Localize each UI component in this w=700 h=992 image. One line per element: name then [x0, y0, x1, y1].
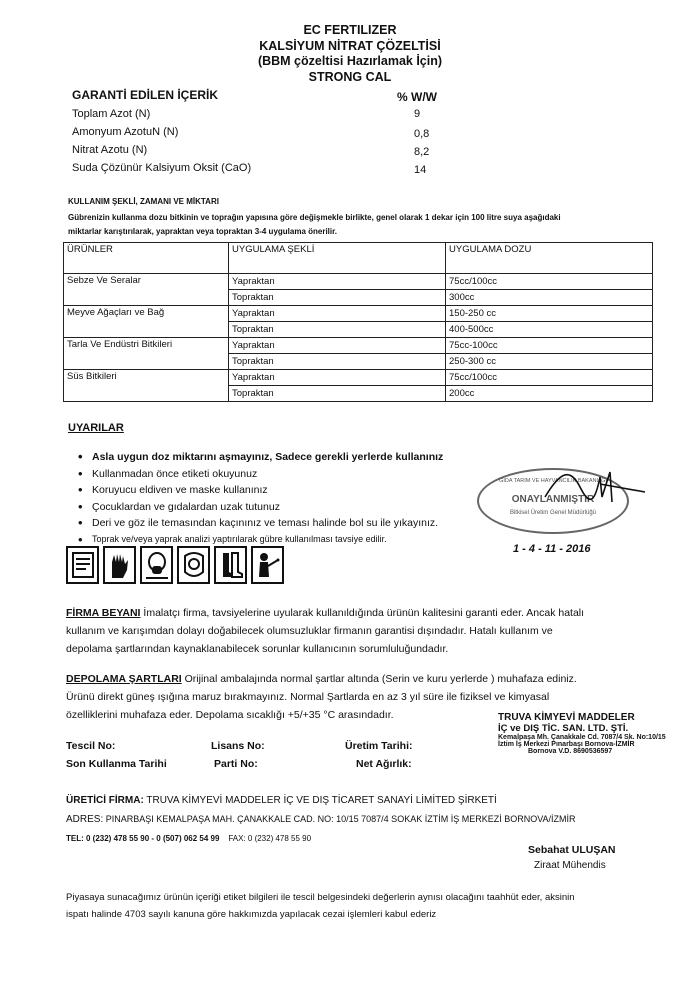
depolama-line1: Orijinal ambalajında normal şartlar altında (Serin ve kuru yerlerde ) muhafaza ediniz.	[181, 673, 577, 685]
doc-header-line2: KALSİYUM NİTRAT ÇÖZELTİSİ	[259, 39, 441, 53]
table-cell-method: Yapraktan	[229, 370, 446, 386]
company-stamp-sub: İÇ ve DIŞ TİC. SAN. LTD. ŞTİ.	[498, 723, 629, 734]
table-row	[64, 370, 653, 386]
depolama-line2: Ürünü direkt güneş ışığına maruz bırakmayınız. Normal Şartlarda en az 3 yıl süre ile fiziksel ve kimyasal	[66, 691, 550, 703]
table-cell-method: Topraktan	[229, 354, 446, 370]
company-stamp-tax: Bornova V.D. 8690536597	[528, 748, 613, 755]
table-header-row	[64, 243, 653, 274]
boots-icon	[214, 546, 247, 584]
content-row-value: 14	[414, 164, 427, 176]
firma-line1: İmalatçı firma, tavsiyelerine uyularak kullanıldığında ürünün kalitesini garanti eder. Ancak hatalı	[140, 607, 585, 619]
table-row	[64, 274, 653, 290]
stamp-line3: Bitkisel Üretim Genel Müdürlüğü	[509, 510, 597, 516]
lisans-label: Lisans No:	[211, 740, 265, 752]
uretici-label: ÜRETİCİ FİRMA:	[66, 795, 144, 806]
read-label-icon	[66, 546, 99, 584]
company-stamp-name: TRUVA KİMYEVİ MADDELER	[498, 712, 635, 723]
parti-label: Parti No:	[214, 758, 258, 770]
usage-desc-line2: miktarlar karıştırılarak, yapraktan veya topraktan 3-4 uygulama önerilir.	[68, 227, 338, 236]
firma-line2: kullanım ve karışımdan dolayı doğabilecek olumsuzluklar firmanın garantisi dışındadır. Hatalı kullanım ve	[66, 625, 553, 637]
doc-header-line1: EC FERTILIZER	[303, 23, 397, 37]
footer-line2: ispatı halinde 4703 sayılı kanuna göre hakkımızda yapılacak cezai işlemleri kabul ederiz	[66, 909, 437, 920]
table-header-dose: UYGULAMA DOZU	[446, 243, 653, 274]
table-cell-method: Yapraktan	[229, 274, 446, 290]
signature	[540, 462, 650, 512]
doc-header-line3: (BBM çözeltisi Hazırlamak İçin)	[257, 54, 443, 68]
content-row-name: Toplam Azot (N)	[72, 108, 151, 120]
footer-line1: Piyasaya sunacağımız ürünün içeriği etiket bilgileri ile tescil belgesindeki değerlerin aynısı olacağını taahhüt eder, aksinin	[66, 892, 575, 903]
content-row-name: Suda Çözünür Kalsiyum Oksit (CaO)	[72, 162, 252, 174]
stamp-line1: GIDA TARIM VE HAYVANCILIK BAKANLIĞI	[499, 478, 607, 484]
stamp-line2: ONAYLANMIŞTIR	[511, 494, 595, 505]
safety-icons	[66, 546, 284, 584]
table-cell-product: Tarla Ve Endüstri Bitkileri	[64, 338, 229, 370]
table-cell-dose: 150-250 cc	[446, 306, 653, 322]
content-row-value: 8,2	[414, 146, 430, 158]
firma-title: FİRMA BEYANI	[66, 607, 141, 619]
table-cell-dose: 400-500cc	[446, 322, 653, 338]
table-cell-product: Süs Bitkileri	[64, 370, 229, 402]
content-row-name: Amonyum AzotuN (N)	[72, 126, 179, 138]
adres-value: PINARBAŞI KEMALPAŞA MAH. ÇANAKKALE CAD. NO: 10/15 7087/4 SOKAK İZTİM İŞ MERKEZİ BORNOVA/İZMİR	[103, 814, 576, 824]
tescil-label: Tescil No:	[66, 740, 116, 752]
company-stamp-addr1: Kemalpaşa Mh. Çanakkale Cd. 7087/4 Sk. No:10/15	[498, 734, 666, 741]
table-cell-method: Topraktan	[229, 290, 446, 306]
table-cell-dose: 300cc	[446, 290, 653, 306]
content-row-value: 9	[414, 108, 421, 120]
uretici-contact	[66, 834, 311, 843]
warnings-title: UYARILAR	[68, 422, 124, 434]
table-cell-method: Yapraktan	[229, 338, 446, 354]
mask-icon	[140, 546, 173, 584]
application-table	[63, 242, 653, 402]
approval-date: 1 - 4 - 11 - 2016	[513, 543, 591, 555]
table-header-products: ÜRÜNLER	[64, 243, 229, 274]
table-header-method: UYGULAMA ŞEKLİ	[229, 243, 446, 274]
table-cell-dose: 250-300 cc	[446, 354, 653, 370]
table-cell-method: Yapraktan	[229, 306, 446, 322]
content-title: GARANTİ EDİLEN İÇERİK	[72, 88, 219, 102]
son-kullanma-label: Son Kullanma Tarihi	[66, 758, 167, 770]
signer-name: Sebahat ULUŞAN	[528, 844, 616, 856]
adres-label: ADRES:	[66, 814, 104, 825]
table-cell-dose: 200cc	[446, 386, 653, 402]
usage-desc-line1: Gübrenizin kullanma dozu bitkinin ve toprağın yapısına göre değişmekle birlikte, genel olarak 1 dekar için 100 litre suya aşağıdaki	[68, 213, 561, 222]
sprayer-icon	[251, 546, 284, 584]
firma-line3: depolama şartlarından kaynaklanabilecek sorunlar kullanıcının sorumluluğundadır.	[66, 643, 449, 655]
usage-title: KULLANIM ŞEKLİ, ZAMANI VE MİKTARI	[68, 197, 219, 206]
warning-item: • Toprak ve/veya yaprak analizi yaptırılarak gübre kullanılması tavsiye edilir.	[92, 534, 443, 551]
uretici-firma	[66, 795, 497, 806]
depolama-line3: özelliklerini muhafaza eder. Depolama sıcaklığı +5/+35 °C arasındadır.	[66, 709, 394, 721]
net-agirlik-label: Net Ağırlık:	[356, 758, 412, 770]
table-cell-dose: 75cc/100cc	[446, 370, 653, 386]
tel-value: TEL: 0 (232) 478 55 90 - 0 (507) 062 54 99	[66, 834, 220, 843]
warnings-list	[92, 451, 443, 550]
signer-title: Ziraat Mühendis	[534, 860, 606, 871]
company-stamp-addr2: İztim İş Merkezi Pınarbaşı Bornova-İZMİR	[498, 741, 635, 748]
uretici-adres	[66, 814, 576, 825]
content-row-value: 0,8	[414, 128, 430, 140]
content-row-name: Nitrat Azotu (N)	[72, 144, 148, 156]
warning-item: • Koruyucu eldiven ve maske kullanınız	[92, 484, 443, 501]
warning-item: • Kullanmadan önce etiketi okuyunuz	[92, 468, 443, 485]
unit-header: % W/W	[397, 90, 437, 104]
table-row	[64, 306, 653, 322]
table-cell-method: Topraktan	[229, 386, 446, 402]
table-cell-product: Meyve Ağaçları ve Bağ	[64, 306, 229, 338]
table-cell-method: Topraktan	[229, 322, 446, 338]
gloves-icon	[103, 546, 136, 584]
table-cell-dose: 75cc/100cc	[446, 274, 653, 290]
table-cell-product: Sebze Ve Seralar	[64, 274, 229, 306]
uretim-label: Üretim Tarihi:	[345, 740, 413, 752]
table-cell-dose: 75cc-100cc	[446, 338, 653, 354]
firma-beyani	[66, 604, 656, 658]
company-stamp	[498, 712, 678, 755]
warning-item: • Çocuklardan ve gıdalardan uzak tutunuz	[92, 501, 443, 518]
warning-item: • Asla uygun doz miktarını aşmayınız, Sadece gerekli yerlerde kullanınız	[92, 451, 443, 468]
fax-value: FAX: 0 (232) 478 55 90	[228, 834, 312, 843]
face-shield-icon	[177, 546, 210, 584]
uretici-name: TRUVA KİMYEVİ MADDELER İÇ VE DIŞ TİCARET SANAYİ LİMİTED ŞİRKETİ	[143, 795, 497, 806]
table-row	[64, 338, 653, 354]
warning-item: • Deri ve göz ile temasından kaçınınız ve teması halinde bol su ile yıkayınız.	[92, 517, 443, 534]
depolama-title: DEPOLAMA ŞARTLARI	[66, 673, 182, 685]
doc-header-line4: STRONG CAL	[308, 70, 392, 84]
